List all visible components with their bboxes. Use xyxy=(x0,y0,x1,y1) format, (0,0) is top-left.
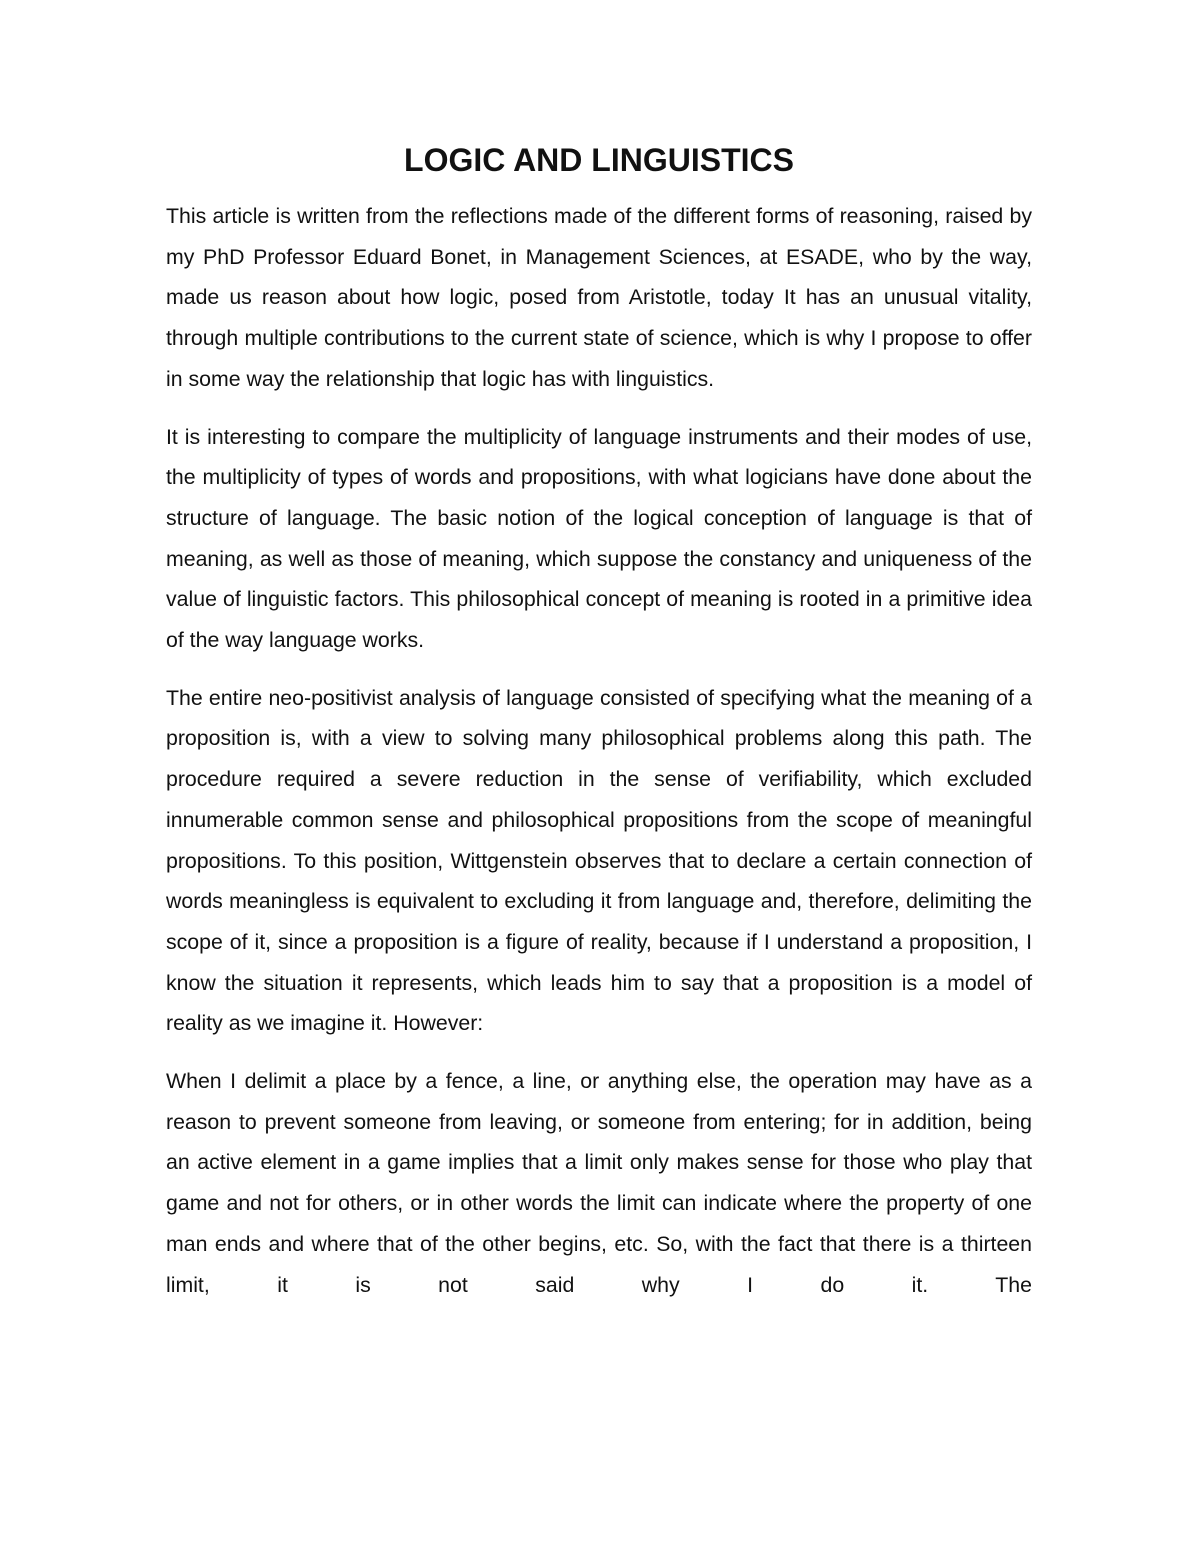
paragraph-fence-limit: When I delimit a place by a fence, a line, or anything else, the operation may have as a reason to prevent someone from leaving, or someone from entering; for in addition, being an active element in a game implies that a limit only makes sense for those who play that game and not for others, or in other words the limit can indicate where the property of one man ends and where that of the other begins, etc. So, with the fact that there is a thirteen limit, it is not said why I do it. The xyxy=(166,1069,1032,1297)
document-body xyxy=(166,138,1032,1305)
paragraph-language-instruments: It is interesting to compare the multiplicity of language instruments and their modes of use, the multiplicity of types of words and propositions, with what logicians have done about the structure of language. The basic notion of the logical conception of language is that of meaning, as well as those of meaning, which suppose the constancy and uniqueness of the value of linguistic factors. This philosophical concept of meaning is rooted in a primitive idea of the way language works. xyxy=(166,424,1032,653)
paragraph-intro: This article is written from the reflections made of the different forms of reasoning, raised by my PhD Professor Eduard Bonet, in Management Sciences, at ESADE, who by the way, made us reason about how logic, posed from Aristotle, today It has an unusual vitality, through multiple contributions to the current state of science, which is why I propose to offer in some way the relationship that logic has with linguistics. xyxy=(166,204,1032,391)
paragraph-neo-positivist-analysis: The entire neo-positivist analysis of language consisted of specifying what the meaning of a proposition is, with a view to solving many philosophical problems along this path. The procedure required a severe reduction in the sense of verifiability, which excluded innumerable common sense and philosophical propositions from the scope of meaningful propositions. To this position, Wittgenstein observes that to declare a certain connection of words meaningless is equivalent to excluding it from language and, therefore, delimiting the scope of it, since a proposition is a figure of reality, because if I understand a proposition, I know the situation it represents, which leads him to say that a proposition is a model of reality as we imagine it. However: xyxy=(166,685,1032,1036)
document-title: LOGIC AND LINGUISTICS xyxy=(404,142,794,178)
